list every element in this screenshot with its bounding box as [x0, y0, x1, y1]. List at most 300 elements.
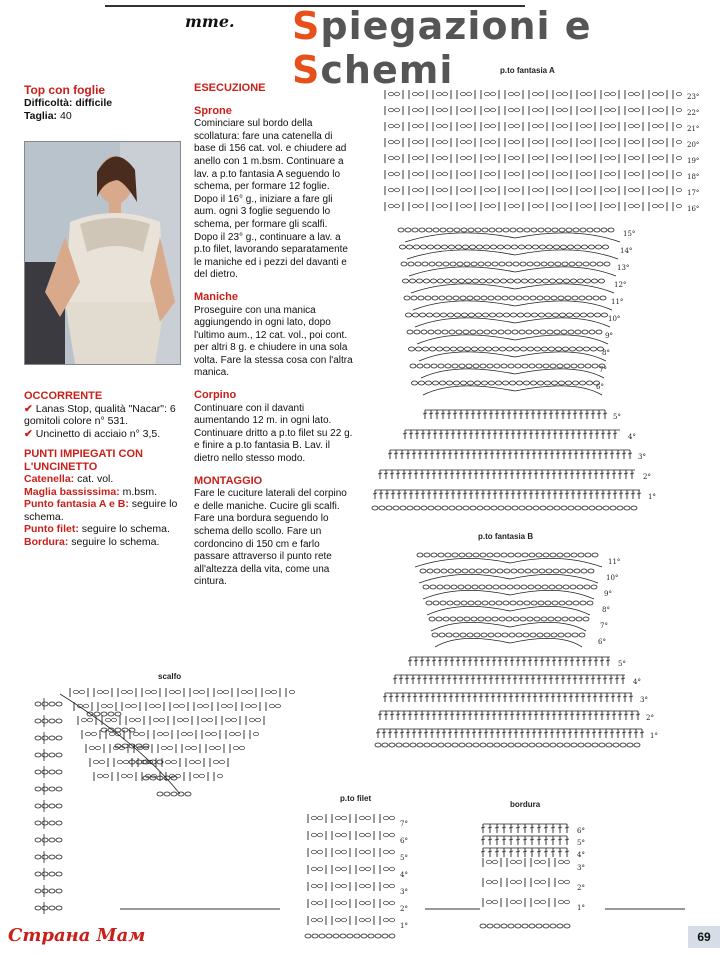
chain-stitch	[386, 506, 392, 510]
chain-stitch	[535, 900, 540, 904]
chain-stitch	[485, 92, 490, 96]
chain-stitch	[442, 506, 448, 510]
leaf-stitch	[407, 250, 515, 259]
chain-stitch	[511, 860, 516, 864]
chain-stitch	[547, 245, 553, 249]
chain-stitch	[519, 330, 525, 334]
chain-stitch	[462, 569, 468, 573]
site-logo: Страна Мам	[8, 925, 146, 946]
chain-stitch	[428, 506, 434, 510]
chain-stitch	[126, 704, 131, 708]
chain-stitch	[578, 553, 584, 557]
chain-stitch	[502, 633, 508, 637]
chain-stitch	[94, 760, 99, 764]
chain-stitch	[35, 906, 41, 910]
chain-stitch	[501, 924, 507, 928]
chain-stitch	[611, 108, 616, 112]
chain-stitch	[467, 296, 473, 300]
chain-stitch	[35, 719, 41, 723]
chain-stitch	[424, 743, 430, 747]
chain-stitch	[627, 743, 633, 747]
chain-stitch	[677, 108, 682, 112]
row-number: 2°	[646, 714, 654, 722]
chain-stitch	[557, 553, 563, 557]
chain-stitch	[481, 633, 487, 637]
chain-stitch	[342, 833, 347, 837]
chain-stitch	[409, 347, 415, 351]
chain-stitch	[557, 364, 563, 368]
chain-stitch	[620, 743, 626, 747]
chain-stitch	[554, 506, 560, 510]
chain-stitch	[152, 690, 157, 694]
chain-stitch	[635, 188, 640, 192]
chain-stitch	[431, 279, 437, 283]
chain-stitch	[570, 347, 576, 351]
chain-stitch	[677, 156, 682, 160]
chain-stitch	[629, 124, 634, 128]
chain-stitch	[56, 855, 62, 859]
chain-stitch	[449, 245, 455, 249]
chain-stitch	[242, 690, 247, 694]
chain-stitch	[575, 245, 581, 249]
chain-stitch	[419, 140, 424, 144]
chain-stitch	[532, 313, 538, 317]
chain-stitch	[587, 172, 592, 176]
chain-stitch	[414, 330, 420, 334]
chain-stitch	[491, 506, 497, 510]
chain-stitch	[473, 364, 479, 368]
chain-stitch	[454, 381, 460, 385]
chain-stitch	[599, 743, 605, 747]
chain-stitch	[312, 867, 317, 871]
chain-stitch	[115, 728, 121, 732]
chain-stitch	[393, 506, 399, 510]
chain-stitch	[509, 92, 514, 96]
chain-stitch	[384, 884, 389, 888]
chain-stitch	[487, 900, 492, 904]
maniche-paragraph: Maniche Proseguire con una manica aggiungendo in ogni lato, dopo l'ultimo aum., 12 cat. vol., poi cont. per altri 8 g. e chiudere in una sola volta. Fare la stessa cosa con l'altra manica.	[194, 290, 353, 379]
leaf-stitch	[427, 606, 510, 615]
chain-stitch	[524, 228, 530, 232]
chain-stitch	[56, 719, 62, 723]
chain-stitch	[589, 245, 595, 249]
chain-stitch	[464, 262, 470, 266]
chain-stitch	[171, 792, 177, 796]
chain-stitch	[443, 172, 448, 176]
chain-stitch	[35, 872, 41, 876]
chain-stitch	[437, 347, 443, 351]
chain-stitch	[497, 313, 503, 317]
chain-stitch	[420, 313, 426, 317]
chain-stitch	[389, 140, 394, 144]
chain-stitch	[382, 934, 388, 938]
chain-stitch	[419, 92, 424, 96]
chain-stitch	[463, 330, 469, 334]
chain-stitch	[485, 140, 490, 144]
chain-stitch	[606, 743, 612, 747]
materials-section	[24, 390, 194, 548]
chain-stitch	[56, 821, 62, 825]
chain-stitch	[122, 774, 127, 778]
leaf-stitch	[411, 284, 515, 293]
chain-stitch	[437, 188, 442, 192]
chain-stitch	[272, 690, 277, 694]
chain-stitch	[452, 364, 458, 368]
chain-stitch	[447, 601, 453, 605]
chain-stitch	[42, 821, 48, 825]
chain-stitch	[454, 228, 460, 232]
chain-stitch	[580, 601, 586, 605]
chain-stitch	[395, 204, 400, 208]
chain-stitch	[94, 712, 100, 716]
chain-stitch	[604, 262, 610, 266]
chain-stitch	[557, 140, 562, 144]
chain-stitch	[390, 918, 395, 922]
chain-stitch	[585, 553, 591, 557]
chain-stitch	[659, 188, 664, 192]
chain-stitch	[535, 860, 540, 864]
chain-stitch	[312, 833, 317, 837]
chain-stitch	[653, 124, 658, 128]
chain-stitch	[443, 108, 448, 112]
chain-stitch	[395, 172, 400, 176]
chain-stitch	[439, 296, 445, 300]
chain-stitch	[559, 880, 564, 884]
chain-stitch	[461, 381, 467, 385]
chain-stitch	[515, 92, 520, 96]
chain-stitch	[505, 245, 511, 249]
chain-stitch	[413, 140, 418, 144]
chain-stitch	[559, 601, 565, 605]
chain-stitch	[360, 850, 365, 854]
chain-stitch	[49, 889, 55, 893]
chain-stitch	[410, 743, 416, 747]
difficulty-line: Difficoltà: difficile	[24, 97, 113, 109]
fantasia-a-diagram	[365, 80, 710, 520]
chain-stitch	[473, 279, 479, 283]
chain-stitch	[150, 760, 156, 764]
chain-stitch	[35, 821, 41, 825]
chain-stitch	[56, 753, 62, 757]
chain-stitch	[473, 743, 479, 747]
chain-stitch	[467, 204, 472, 208]
chain-stitch	[611, 156, 616, 160]
chain-stitch	[42, 872, 48, 876]
chain-stitch	[509, 633, 515, 637]
chain-stitch	[413, 124, 418, 128]
row-number: 10°	[606, 574, 619, 582]
chain-stitch	[413, 188, 418, 192]
chain-stitch	[176, 774, 181, 778]
chain-stitch	[496, 381, 502, 385]
chain-stitch	[573, 381, 579, 385]
chain-stitch	[592, 553, 598, 557]
chain-stitch	[585, 364, 591, 368]
chain-stitch	[557, 743, 563, 747]
chain-stitch	[522, 924, 528, 928]
chain-stitch	[477, 330, 483, 334]
leaf-stitch	[510, 622, 586, 631]
chain-stitch	[406, 313, 412, 317]
chain-stitch	[550, 924, 556, 928]
chain-stitch	[509, 204, 514, 208]
row-number: 4°	[577, 851, 585, 859]
chain-stitch	[574, 313, 580, 317]
check-icon: ✔	[24, 402, 33, 415]
chain-stitch	[395, 188, 400, 192]
chain-stitch	[580, 381, 586, 385]
chain-stitch	[312, 816, 317, 820]
chain-stitch	[526, 330, 532, 334]
chain-stitch	[582, 245, 588, 249]
chain-stitch	[496, 601, 502, 605]
chain-stitch	[122, 690, 127, 694]
leaf-stitch	[510, 638, 582, 647]
chain-stitch	[413, 156, 418, 160]
chain-stitch	[489, 601, 495, 605]
chain-stitch	[212, 732, 217, 736]
chain-stitch	[529, 364, 535, 368]
chain-stitch	[475, 601, 481, 605]
chain-stitch	[501, 279, 507, 283]
chain-stitch	[515, 108, 520, 112]
chain-stitch	[522, 279, 528, 283]
chain-stitch	[653, 92, 658, 96]
chain-stitch	[493, 585, 499, 589]
chain-stitch	[435, 245, 441, 249]
chain-stitch	[411, 296, 417, 300]
chain-stitch	[417, 364, 423, 368]
row-number: 21°	[687, 125, 700, 133]
chain-stitch	[659, 140, 664, 144]
chain-stitch	[506, 262, 512, 266]
chain-stitch	[539, 172, 544, 176]
chain-stitch	[453, 633, 459, 637]
chain-stitch	[567, 313, 573, 317]
chain-stitch	[389, 108, 394, 112]
chain-stitch	[635, 108, 640, 112]
chain-stitch	[86, 732, 91, 736]
chain-stitch	[561, 506, 567, 510]
chain-stitch	[461, 156, 466, 160]
chain-stitch	[458, 585, 464, 589]
chain-stitch	[49, 753, 55, 757]
chain-stitch	[160, 718, 165, 722]
chain-stitch	[413, 108, 418, 112]
chain-stitch	[375, 743, 381, 747]
chain-stitch	[536, 279, 542, 283]
chain-stitch	[150, 704, 155, 708]
chain-stitch	[569, 617, 575, 621]
chain-stitch	[539, 156, 544, 160]
chain-stitch	[653, 108, 658, 112]
chain-stitch	[587, 108, 592, 112]
chain-stitch	[569, 262, 575, 266]
chain-stitch	[437, 140, 442, 144]
chain-stitch	[35, 753, 41, 757]
chain-stitch	[582, 330, 588, 334]
chain-stitch	[475, 228, 481, 232]
chain-stitch	[509, 172, 514, 176]
chain-stitch	[592, 279, 598, 283]
chain-stitch	[202, 718, 207, 722]
chain-stitch	[440, 601, 446, 605]
chain-stitch	[517, 601, 523, 605]
chain-stitch	[576, 262, 582, 266]
chain-stitch	[456, 330, 462, 334]
chain-stitch	[460, 296, 466, 300]
chain-stitch	[557, 108, 562, 112]
chain-stitch	[42, 753, 48, 757]
chain-stitch	[42, 787, 48, 791]
chain-stitch	[587, 381, 593, 385]
chain-stitch	[515, 553, 521, 557]
chain-stitch	[573, 601, 579, 605]
chain-stitch	[384, 850, 389, 854]
chain-stitch	[558, 633, 564, 637]
chain-stitch	[565, 880, 570, 884]
chain-stitch	[35, 855, 41, 859]
footer-rule	[120, 905, 720, 915]
chain-stitch	[480, 924, 486, 928]
chain-stitch	[218, 690, 223, 694]
chain-stitch	[605, 92, 610, 96]
chain-stitch	[492, 617, 498, 621]
chain-stitch	[266, 690, 271, 694]
chain-stitch	[463, 506, 469, 510]
leaf-stitch	[515, 386, 602, 395]
chain-stitch	[512, 506, 518, 510]
chain-stitch	[611, 188, 616, 192]
chain-stitch	[480, 553, 486, 557]
chain-stitch	[390, 816, 395, 820]
chain-stitch	[56, 770, 62, 774]
chain-stitch	[471, 262, 477, 266]
row-number: 13°	[617, 264, 630, 272]
chain-stitch	[485, 172, 490, 176]
chain-stitch	[170, 690, 175, 694]
chain-stitch	[524, 381, 530, 385]
chain-stitch	[491, 108, 496, 112]
row-number: 19°	[687, 157, 700, 165]
chain-stitch	[157, 792, 163, 796]
chain-stitch	[427, 569, 433, 573]
chain-stitch	[461, 188, 466, 192]
chain-stitch	[585, 279, 591, 283]
chain-stitch	[581, 172, 586, 176]
chain-stitch	[252, 704, 257, 708]
chain-stitch	[511, 880, 516, 884]
chain-stitch	[528, 347, 534, 351]
chain-stitch	[35, 838, 41, 842]
chain-stitch	[677, 204, 682, 208]
chain-stitch	[384, 867, 389, 871]
filet-label: p.to filet	[340, 794, 372, 803]
chain-stitch	[460, 633, 466, 637]
chain-stitch	[450, 617, 456, 621]
chain-stitch	[398, 228, 404, 232]
chain-stitch	[417, 743, 423, 747]
chain-stitch	[553, 313, 559, 317]
chain-stitch	[491, 330, 497, 334]
chain-stitch	[156, 704, 161, 708]
chain-stitch	[523, 633, 529, 637]
chain-stitch	[487, 364, 493, 368]
row-number: 18°	[687, 173, 700, 181]
chain-stitch	[342, 816, 347, 820]
chain-stitch	[605, 204, 610, 208]
chain-stitch	[485, 124, 490, 128]
chain-stitch	[433, 601, 439, 605]
chain-stitch	[118, 760, 123, 764]
chain-stitch	[583, 262, 589, 266]
chain-stitch	[112, 718, 117, 722]
chain-stitch	[539, 204, 544, 208]
chain-stitch	[42, 702, 48, 706]
chain-stitch	[563, 204, 568, 208]
chain-stitch	[507, 347, 513, 351]
chain-stitch	[470, 506, 476, 510]
chain-stitch	[561, 245, 567, 249]
chain-stitch	[587, 140, 592, 144]
pattern-title: Top con foglie	[24, 83, 106, 97]
chain-stitch	[90, 746, 95, 750]
corpino-paragraph: Corpino Continuare con il davanti aumentando 12 m. in ogni lato. Continuare dritto a p.to filet su 22 g. e finire a p.to fantasia B. Lav. il dietro nello stesso modo.	[194, 389, 353, 465]
chain-stitch	[537, 633, 543, 637]
chain-stitch	[74, 690, 79, 694]
chain-stitch	[585, 743, 591, 747]
chain-stitch	[605, 140, 610, 144]
chain-stitch	[629, 140, 634, 144]
chain-stitch	[185, 792, 191, 796]
chain-stitch	[360, 833, 365, 837]
filet-diagram	[300, 808, 420, 943]
chain-stitch	[492, 262, 498, 266]
chain-stitch	[515, 188, 520, 192]
row-number: 5°	[618, 660, 626, 668]
chain-stitch	[659, 172, 664, 176]
chain-stitch	[533, 204, 538, 208]
chain-stitch	[218, 774, 223, 778]
chain-stitch	[474, 633, 480, 637]
chain-stitch	[396, 743, 402, 747]
chain-stitch	[610, 506, 616, 510]
chain-stitch	[42, 719, 48, 723]
chain-stitch	[176, 690, 181, 694]
chain-stitch	[560, 569, 566, 573]
chain-stitch	[520, 617, 526, 621]
row-number: 2°	[400, 905, 408, 913]
chain-stitch	[509, 156, 514, 160]
chain-stitch	[564, 364, 570, 368]
chain-stitch	[611, 140, 616, 144]
chain-stitch	[461, 124, 466, 128]
chain-stitch	[563, 188, 568, 192]
chain-stitch	[536, 924, 542, 928]
chain-stitch	[390, 884, 395, 888]
chain-stitch	[483, 313, 489, 317]
chain-stitch	[494, 924, 500, 928]
chain-stitch	[635, 156, 640, 160]
chain-stitch	[491, 156, 496, 160]
chain-stitch	[457, 262, 463, 266]
row-number: 11°	[608, 558, 621, 566]
chain-stitch	[390, 867, 395, 871]
chain-stitch	[136, 760, 142, 764]
chain-stitch	[466, 553, 472, 557]
chain-stitch	[516, 633, 522, 637]
chain-stitch	[312, 918, 317, 922]
